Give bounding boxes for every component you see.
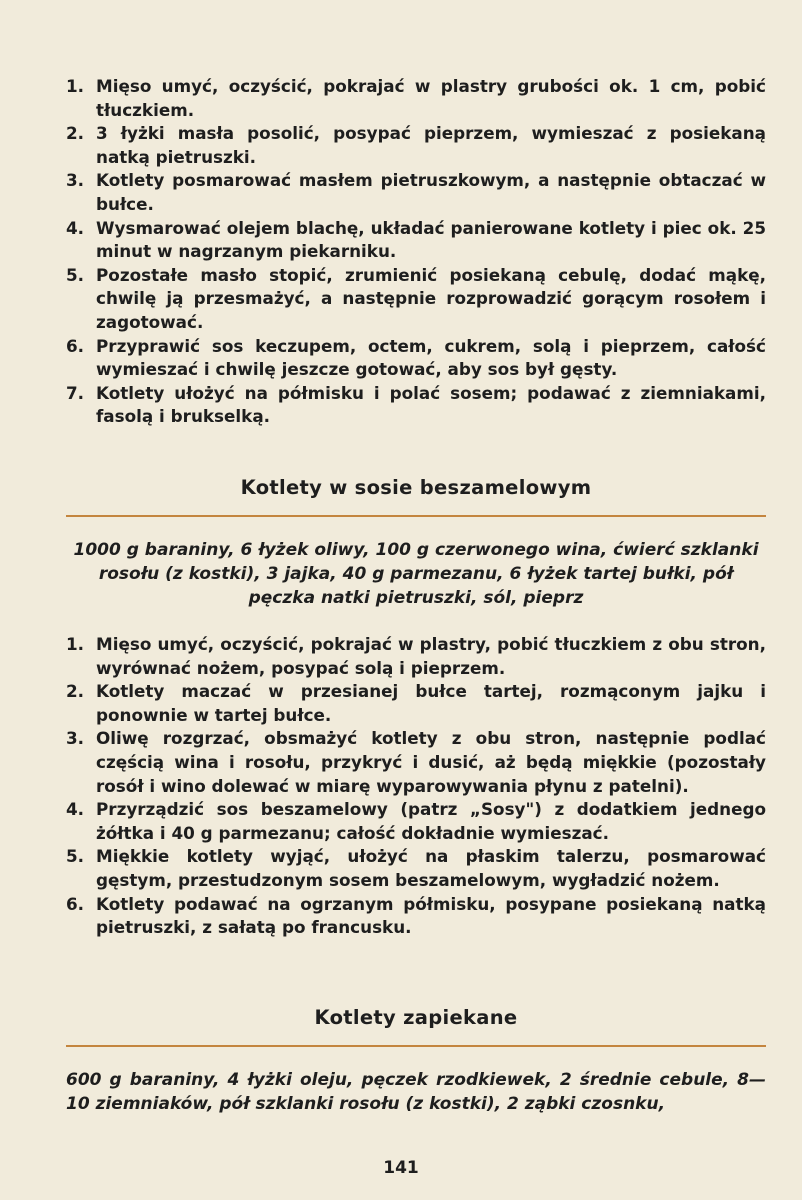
step-item: 2. 3 łyżki masła posolić, posypać pieprzem, wymieszać z posiekaną natką pietruszki. [66, 123, 766, 167]
title-divider [66, 515, 766, 517]
step-item: 7. Kotlety ułożyć na półmisku i polać sosem; podawać z ziemniakami, fasolą i brukselką. [66, 382, 766, 427]
title-divider [66, 1045, 766, 1047]
step-item: 4. Przyrządzić sos beszamelowy (patrz „Sosy") z dodatkiem jednego żółtka i 40 g parmezanu; całość dokładnie wymieszać. [66, 799, 766, 843]
recipe-title-beszamel: Kotlety w sosie beszamelowym [240, 476, 592, 499]
ingredients-zapiekane: 600 g baraniny, 4 łyżki oleju, pęczek rzodkiewek, 2 średnie cebule, 8—10 ziemniaków, pół szklanki rosołu (z kostki), 2 ząbki czosnku, [66, 1070, 766, 1114]
step-item: 3. Kotlety posmarować masłem pietruszkowym, a następnie obtaczać w bułce. [66, 170, 766, 214]
step-item: 2. Kotlety maczać w przesianej bułce tartej, rozmąconym jajku i ponownie w tartej bułce. [66, 681, 766, 725]
steps-list-previous-recipe [66, 75, 766, 429]
step-item: 6. Przyprawić sos keczupem, octem, cukrem, solą i pieprzem, całość wymieszać i chwilę jeszcze gotować, aby sos był gęsty. [66, 335, 766, 380]
step-item: 5. Pozostałe masło stopić, zrumienić posiekaną cebulę, dodać mąkę, chwilę ją przesmażyć, a następnie rozprowadzić gorącym rosołem i zagotować. [66, 264, 766, 332]
ingredients-beszamel: 1000 g baraniny, 6 łyżek oliwy, 100 g czerwonego wina, ćwierć szklanki rosołu (z kostki), 3 jajka, 40 g parmezanu, 6 łyżek tartej bułki, pół pęczka natki pietruszki, sól, pieprz [73, 540, 759, 608]
step-item: 3. Oliwę rozgrzać, obsmażyć kotlety z obu stron, następnie podlać częścią wina i rosołu, przykryć i dusić, aż będą miękkie (pozostały rosół i wino dolewać w miarę wyparowywania płynu z patelni). [66, 728, 766, 796]
steps-list-beszamel [66, 633, 766, 940]
step-item: 1. Mięso umyć, oczyścić, pokrajać w plastry, pobić tłuczkiem z obu stron, wyrównać nożem, posypać solą i pieprzem. [66, 634, 766, 678]
recipe-title-zapiekane: Kotlety zapiekane [314, 1006, 518, 1029]
step-item: 4. Wysmarować olejem blachę, układać panierowane kotlety i piec ok. 25 minut w nagrzanym piekarniku. [66, 217, 766, 262]
step-item: 1. Mięso umyć, oczyścić, pokrajać w plastry grubości ok. 1 cm, pobić tłuczkiem. [66, 76, 766, 120]
step-item: 5. Miękkie kotlety wyjąć, ułożyć na płaskim talerzu, posmarować gęstym, przestudzonym sosem beszamelowym, wygładzić nożem. [66, 846, 766, 890]
page-number: 141 [383, 1158, 419, 1178]
step-item: 6. Kotlety podawać na ogrzanym półmisku, posypane posiekaną natką pietruszki, z sałatą po francusku. [66, 893, 766, 938]
